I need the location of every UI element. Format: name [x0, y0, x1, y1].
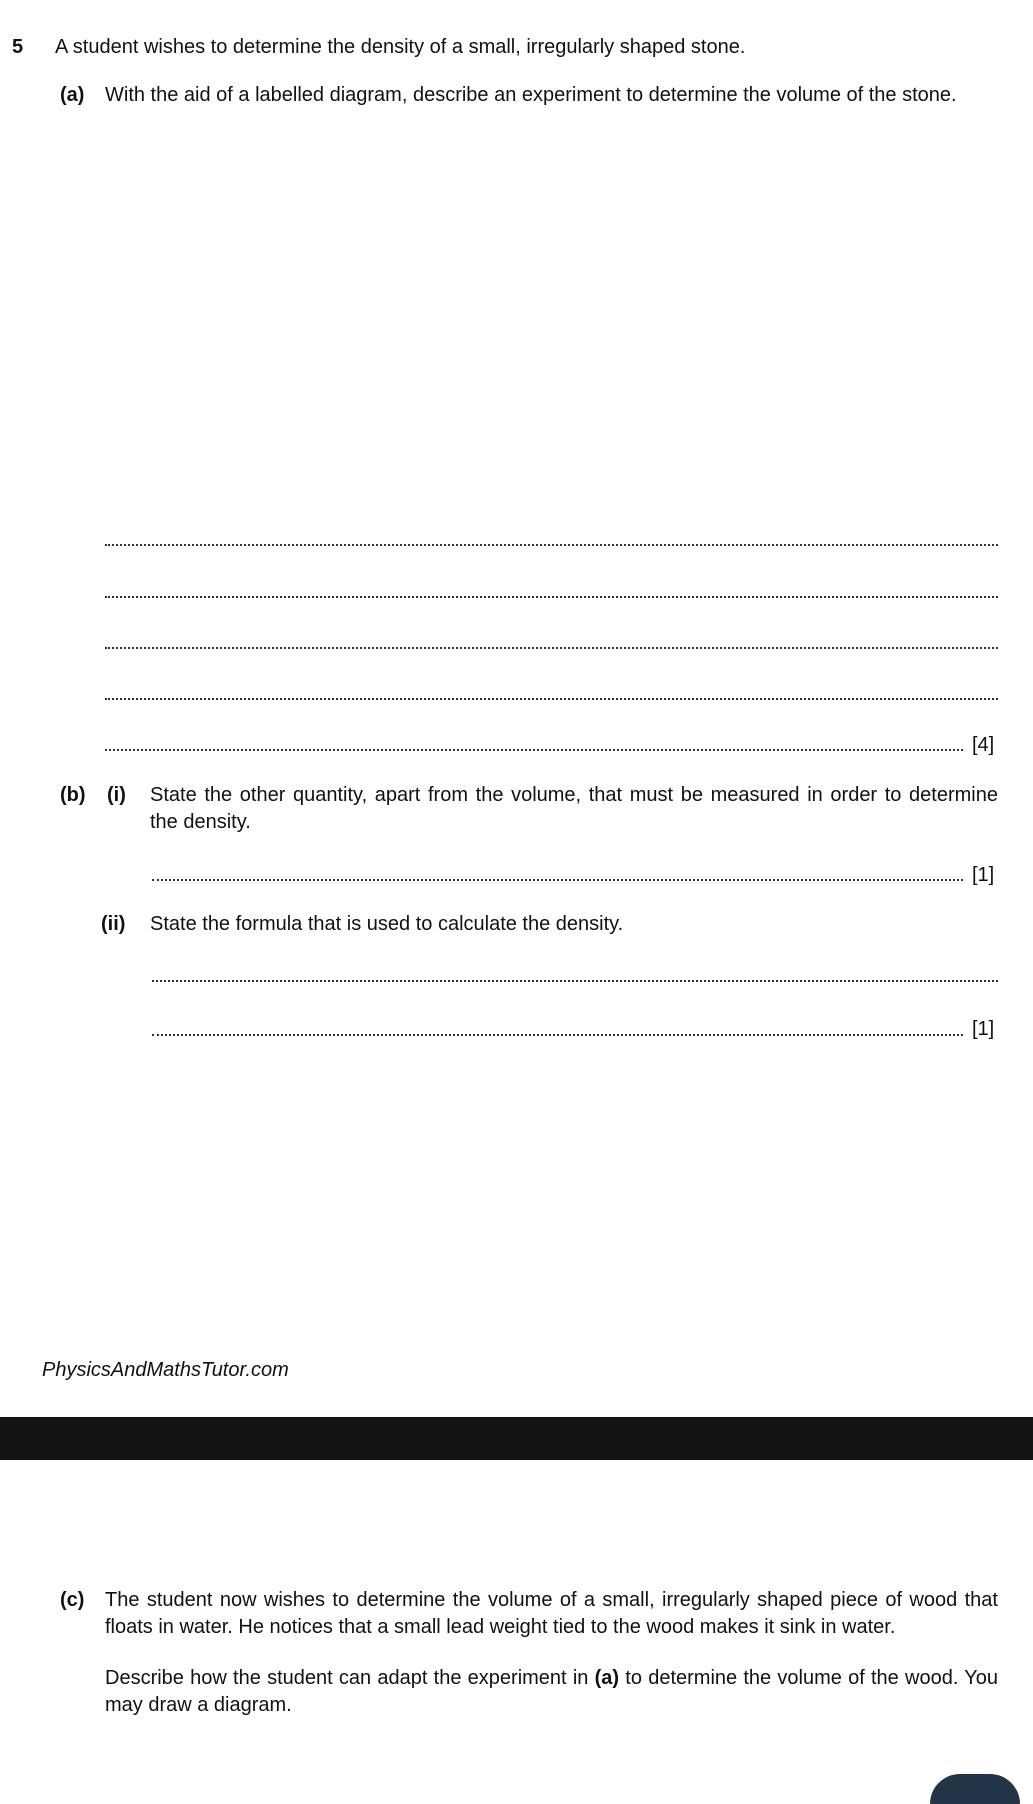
part-b-i-label: (i) — [107, 784, 126, 806]
part-c-instruction — [105, 1665, 998, 1719]
part-c-label: (c) — [60, 1589, 85, 1611]
part-c-instruction-before: Describe how the student can adapt the experiment in — [105, 1667, 595, 1689]
corner-button[interactable] — [930, 1774, 1020, 1804]
answer-line-b-i[interactable] — [152, 879, 963, 881]
answer-line[interactable] — [105, 544, 998, 546]
answer-line[interactable] — [105, 698, 998, 700]
part-a-text: With the aid of a labelled diagram, describe an experiment to determine the volume of the stone. — [105, 84, 957, 106]
part-b-i-text: State the other quantity, apart from the volume, that must be measured in order to determine the density. — [150, 784, 998, 833]
question-number: 5 — [12, 36, 24, 58]
marks-b-i: [1] — [972, 864, 995, 886]
page-divider — [0, 1417, 1033, 1460]
part-b-ii-text: State the formula that is used to calculate the density. — [150, 913, 624, 935]
question-intro: A student wishes to determine the density of a small, irregularly shaped stone. — [55, 36, 746, 58]
marks-b-ii: [1] — [972, 1018, 995, 1040]
part-b-ii-label: (ii) — [101, 913, 126, 935]
marks-a: [4] — [972, 734, 995, 756]
answer-line[interactable] — [105, 596, 998, 598]
answer-line-b-ii[interactable] — [152, 1034, 963, 1036]
part-c-text: The student now wishes to determine the volume of a small, irregularly shaped piece of wood that floats in water. He notices that a small lead weight tied to the wood makes it sink in water. — [105, 1589, 998, 1638]
footer-site: PhysicsAndMathsTutor.com — [42, 1359, 289, 1381]
part-c-instruction-after: to determine the volume of the wood. You may draw a diagram. — [105, 1667, 998, 1716]
answer-line-b-ii[interactable] — [152, 980, 998, 982]
answer-line[interactable] — [105, 749, 963, 751]
part-a-label: (a) — [60, 84, 85, 106]
part-a-reference: (a) — [594, 1667, 620, 1689]
part-b-label: (b) — [60, 784, 86, 806]
answer-line[interactable] — [105, 647, 998, 649]
